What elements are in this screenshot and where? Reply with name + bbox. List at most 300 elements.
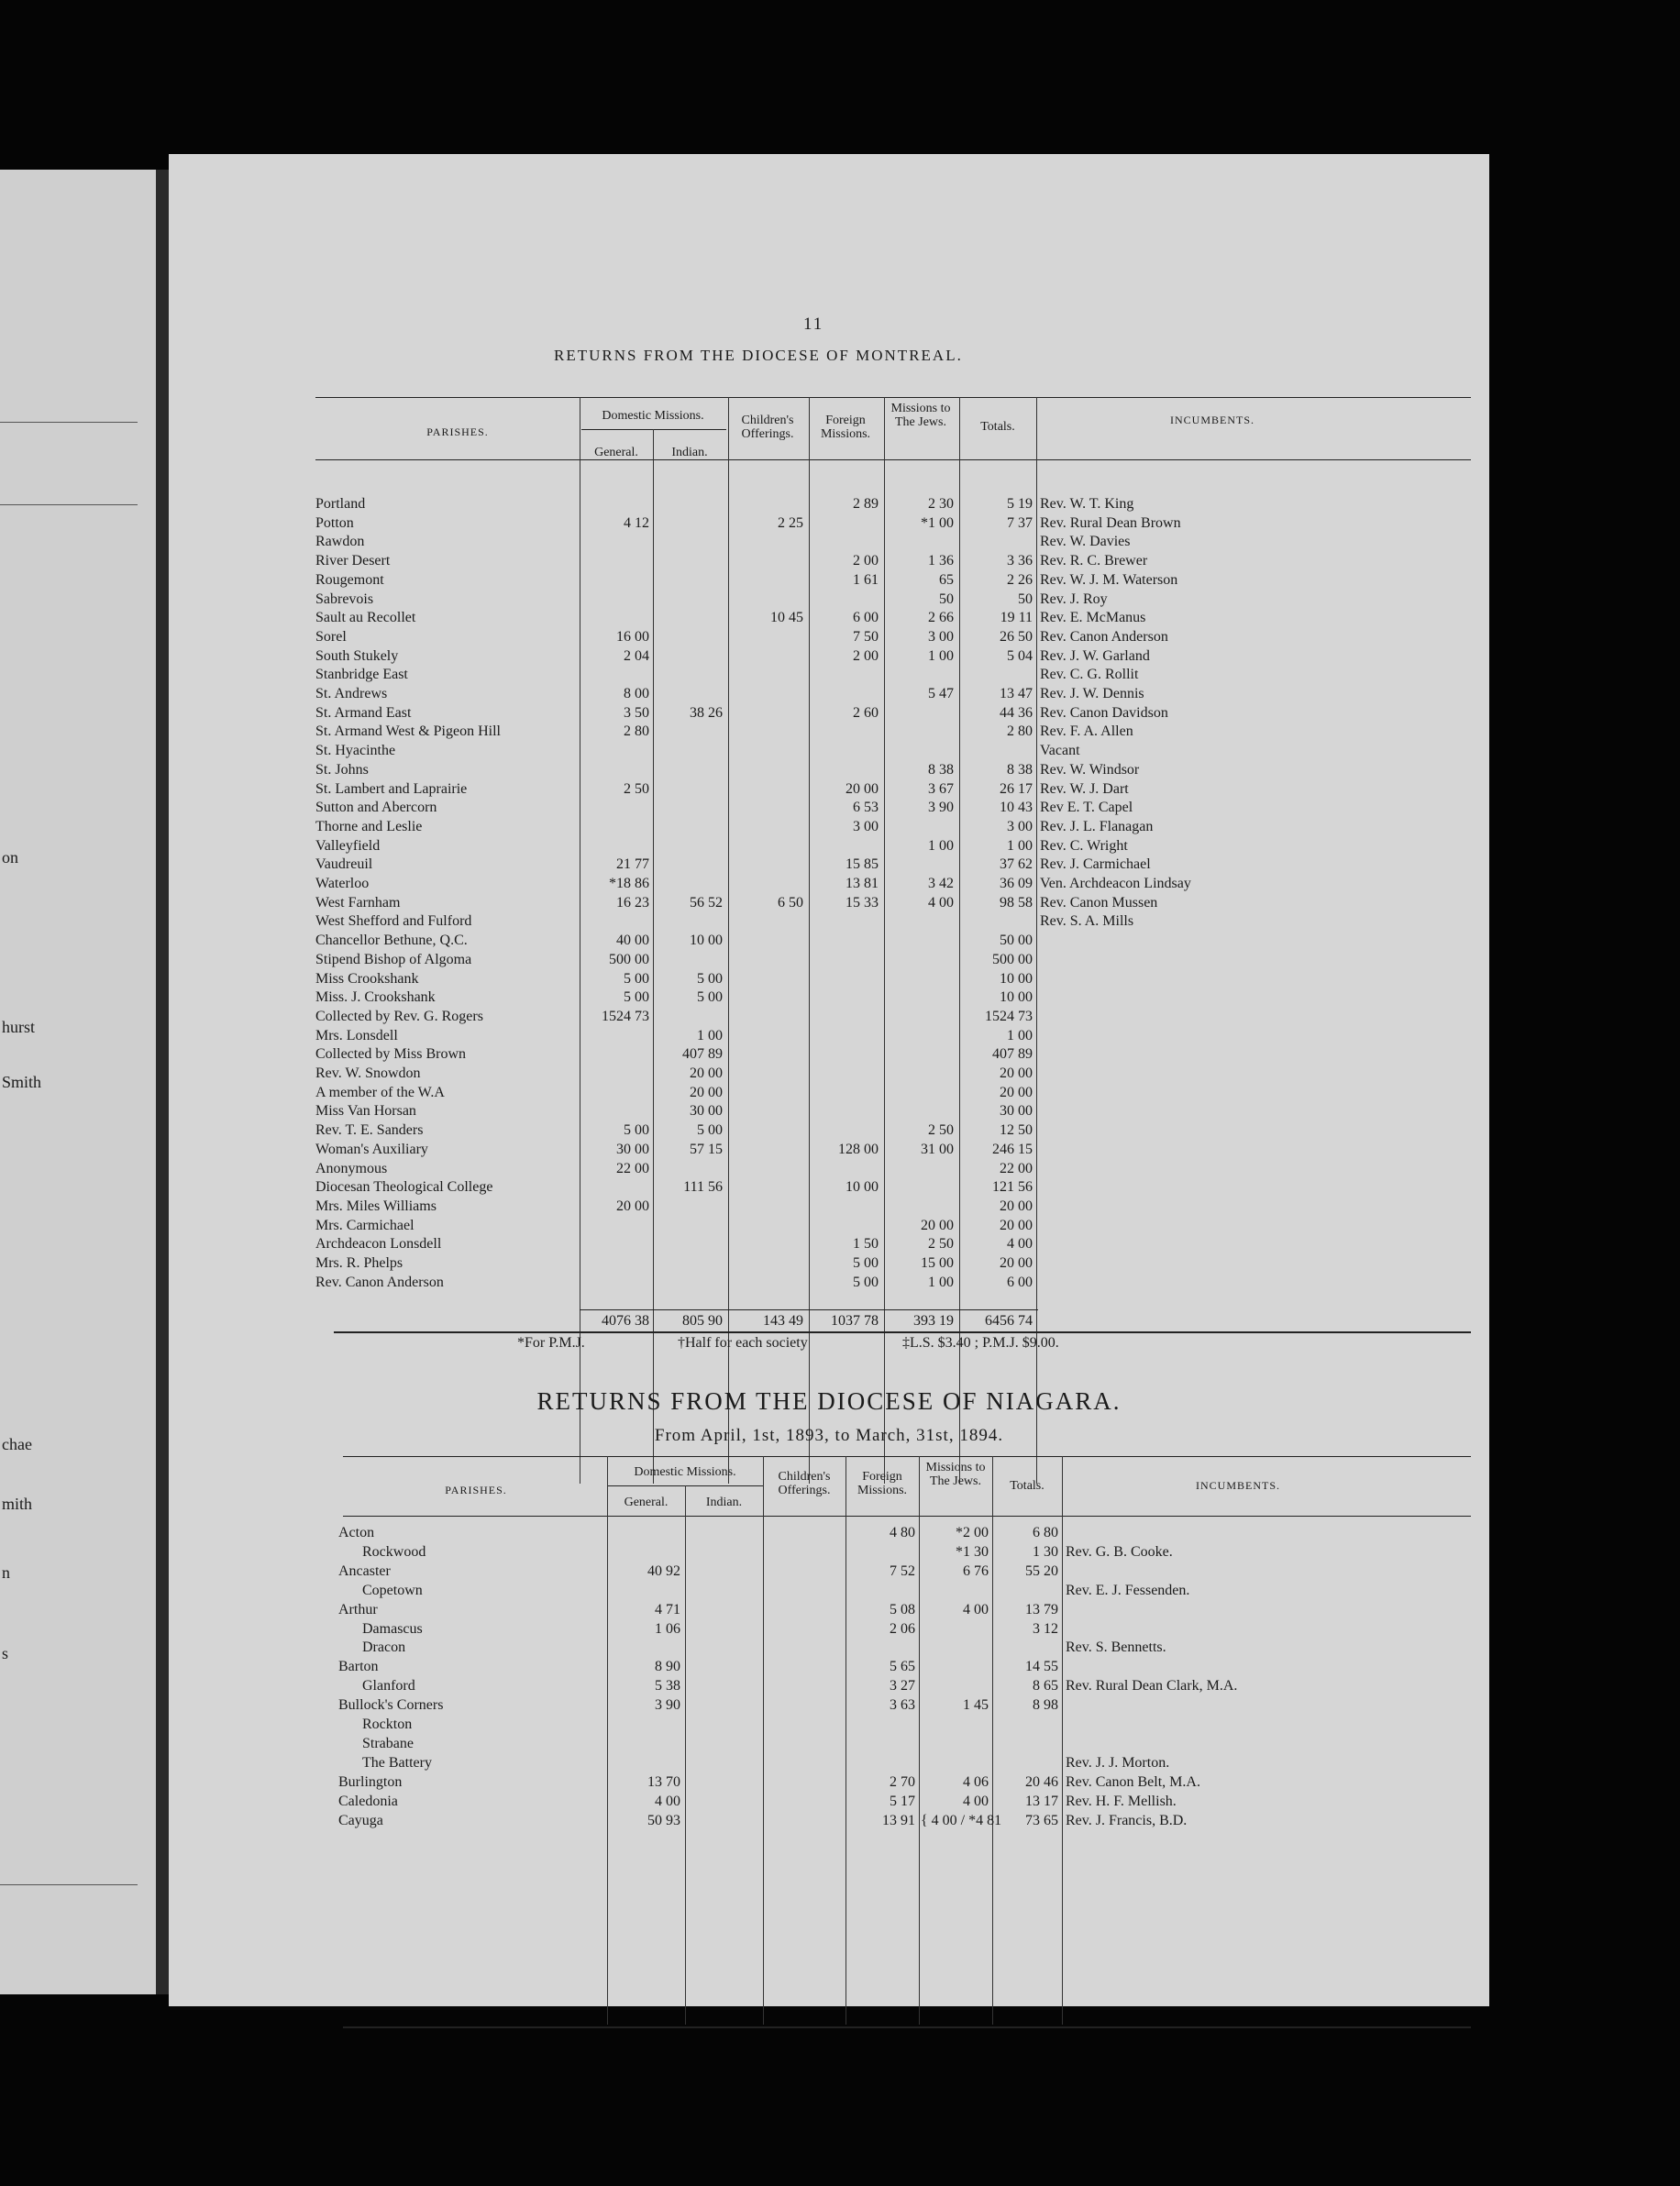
table-row xyxy=(169,837,1489,856)
left-fragment-text: n xyxy=(2,1563,10,1582)
total-amount: 20 00 xyxy=(1000,1217,1033,1233)
page-number: 11 xyxy=(803,315,824,334)
jews-amount: 4 00 xyxy=(963,1793,989,1809)
parish-name: Rawdon xyxy=(315,534,365,550)
table-row xyxy=(169,685,1489,703)
foreign-amount: 5 00 xyxy=(853,1255,879,1271)
table-row xyxy=(169,951,1489,969)
parish-name: St. Hyacinthe xyxy=(315,743,396,759)
table-row xyxy=(169,1065,1489,1083)
general-amount: 4 12 xyxy=(624,514,649,531)
incumbent-name: Rev. J. W. Garland xyxy=(1040,647,1150,664)
foreign-amount: 2 00 xyxy=(853,647,879,664)
col-header-incumbents: INCUMBENTS. xyxy=(1195,1479,1280,1492)
incumbent-name: Rev. C. Wright xyxy=(1040,837,1128,854)
total-amount: 10 00 xyxy=(1000,970,1033,987)
parish-name: Sabrevois xyxy=(315,591,374,607)
total-general: 4076 38 xyxy=(602,1313,649,1329)
parish-name: Sorel xyxy=(315,628,347,645)
total-amount: 246 15 xyxy=(992,1141,1033,1157)
total-amount: 30 00 xyxy=(1000,1103,1033,1120)
general-amount: 13 70 xyxy=(647,1773,680,1790)
parish-name: Collected by Rev. G. Rogers xyxy=(315,1008,483,1024)
col-header-general: General. xyxy=(624,1496,669,1509)
jews-amount: 4 00 xyxy=(963,1601,989,1617)
total-amount: 7 37 xyxy=(1007,514,1033,531)
total-amount: 55 20 xyxy=(1025,1562,1058,1579)
footnote-ls: ‡L.S. $3.40 ; P.M.J. $9.00. xyxy=(902,1335,1059,1351)
general-amount: 4 00 xyxy=(655,1793,680,1809)
table-row xyxy=(169,666,1489,684)
incumbent-name: Vacant xyxy=(1040,743,1080,759)
table-row xyxy=(169,799,1489,817)
table-row xyxy=(169,1027,1489,1045)
parish-name: Arthur xyxy=(338,1601,378,1617)
foreign-amount: 7 52 xyxy=(890,1562,915,1579)
table-row xyxy=(169,1639,1489,1657)
table-row xyxy=(169,875,1489,893)
foreign-amount: 10 00 xyxy=(846,1179,879,1196)
jews-amount: 3 00 xyxy=(928,628,954,645)
parish-name: Vaudreuil xyxy=(315,856,373,873)
foreign-amount: 1 61 xyxy=(853,571,879,588)
general-amount: 3 50 xyxy=(624,704,649,721)
table-row xyxy=(169,780,1489,799)
table-row xyxy=(169,1620,1489,1639)
parish-name: The Battery xyxy=(362,1754,432,1771)
general-amount: 21 77 xyxy=(616,856,649,873)
foreign-amount: 3 63 xyxy=(890,1697,915,1714)
foreign-amount: 15 85 xyxy=(846,856,879,873)
table-row xyxy=(169,1773,1489,1792)
parish-name: West Farnham xyxy=(315,894,401,911)
total-amount: 8 38 xyxy=(1007,761,1033,778)
foreign-amount: 5 00 xyxy=(853,1274,879,1290)
table-row xyxy=(169,609,1489,627)
table-row xyxy=(169,1235,1489,1253)
jews-amount: 1 00 xyxy=(928,837,954,854)
col-header-totals: Totals. xyxy=(1010,1479,1044,1493)
incumbent-name: Rev. G. B. Cooke. xyxy=(1066,1543,1173,1560)
col-header-domestic: Domestic Missions. xyxy=(602,409,704,423)
parish-name: St. Johns xyxy=(315,761,369,778)
general-amount: 8 90 xyxy=(655,1659,680,1675)
total-amount: 6 80 xyxy=(1033,1525,1058,1540)
parish-name: Dracon xyxy=(362,1640,406,1656)
montreal-totals-row xyxy=(169,1313,1489,1331)
children-amount: 2 25 xyxy=(778,514,803,531)
total-amount: 10 43 xyxy=(1000,800,1033,816)
table-row xyxy=(169,1812,1489,1830)
parish-name: Bullock's Corners xyxy=(338,1697,444,1714)
incumbent-name: Rev. W. J. M. Waterson xyxy=(1040,571,1178,588)
col-header-indian: Indian. xyxy=(671,446,708,459)
table-row xyxy=(169,988,1489,1007)
total-amount: 3 12 xyxy=(1033,1620,1058,1637)
foreign-amount: 128 00 xyxy=(838,1141,879,1157)
general-amount: 40 92 xyxy=(647,1562,680,1579)
table-row xyxy=(169,1543,1489,1562)
incumbent-name: Rev. Canon Mussen xyxy=(1040,894,1158,911)
total-amount: 73 65 xyxy=(1025,1812,1058,1828)
incumbent-name: Rev. Canon Anderson xyxy=(1040,628,1168,645)
table-row xyxy=(169,1274,1489,1292)
foreign-amount: 2 60 xyxy=(853,704,879,721)
general-amount: 1524 73 xyxy=(602,1008,649,1024)
parish-name: Diocesan Theological College xyxy=(315,1179,493,1196)
parish-name: Acton xyxy=(338,1525,375,1540)
incumbent-name: Rev. F. A. Allen xyxy=(1040,723,1133,740)
total-amount: 1524 73 xyxy=(985,1008,1033,1024)
children-amount: 6 50 xyxy=(778,894,803,911)
table-row xyxy=(169,514,1489,533)
jews-amount: 3 90 xyxy=(928,800,954,816)
jews-amount: 1 00 xyxy=(928,1274,954,1290)
table-row xyxy=(169,818,1489,836)
total-amount: 44 36 xyxy=(1000,704,1033,721)
general-amount: 500 00 xyxy=(609,951,649,967)
table-row xyxy=(169,1008,1489,1026)
incumbent-name: Rev. W. T. King xyxy=(1040,496,1134,512)
indian-amount: 57 15 xyxy=(690,1141,723,1157)
parish-name: Mrs. Lonsdell xyxy=(315,1027,398,1043)
parish-name: Rockwood xyxy=(362,1543,426,1560)
indian-amount: 20 00 xyxy=(690,1065,723,1081)
incumbent-name: Rev. E. McManus xyxy=(1040,610,1146,626)
foreign-amount: 15 33 xyxy=(846,894,879,911)
table-row xyxy=(169,1793,1489,1811)
indian-amount: 38 26 xyxy=(690,704,723,721)
incumbent-name: Rev. W. Windsor xyxy=(1040,761,1140,778)
indian-amount: 407 89 xyxy=(682,1046,723,1063)
jews-amount: *1 00 xyxy=(921,514,954,531)
table-row xyxy=(169,1102,1489,1121)
indian-amount: 5 00 xyxy=(697,1122,723,1139)
parish-name: South Stukely xyxy=(315,647,399,664)
left-page-rule xyxy=(0,504,138,505)
foreign-amount: 2 70 xyxy=(890,1773,915,1790)
total-amount: 121 56 xyxy=(992,1179,1033,1196)
jews-amount: 3 42 xyxy=(928,876,954,891)
parish-name: St. Lambert and Laprairie xyxy=(315,780,468,797)
total-amount: 50 xyxy=(1018,591,1033,607)
table-row xyxy=(169,1562,1489,1581)
foreign-amount: 13 91 xyxy=(882,1812,915,1828)
total-amount: 13 47 xyxy=(1000,686,1033,701)
total-amount: 13 17 xyxy=(1025,1793,1058,1809)
table-rule xyxy=(315,397,1471,398)
table-row xyxy=(169,495,1489,513)
left-page-fragment xyxy=(0,170,163,1994)
foreign-amount: 1 50 xyxy=(853,1236,879,1253)
incumbent-name: Rev. H. F. Mellish. xyxy=(1066,1793,1177,1809)
total-amount: 407 89 xyxy=(992,1046,1033,1063)
incumbent-name: Rev. S. A. Mills xyxy=(1040,913,1134,930)
indian-amount: 56 52 xyxy=(690,894,723,911)
foreign-amount: 2 06 xyxy=(890,1620,915,1637)
jews-amount: 3 67 xyxy=(928,780,954,797)
niagara-subtitle: From April, 1st, 1893, to March, 31st, 1894. xyxy=(654,1426,1004,1445)
left-fragment-text: hurst xyxy=(2,1018,35,1036)
incumbent-name: Rev. W. J. Dart xyxy=(1040,780,1129,797)
total-amount: 26 17 xyxy=(1000,780,1033,797)
table-row xyxy=(169,591,1489,609)
children-amount: 10 45 xyxy=(770,610,803,626)
total-amount: 20 00 xyxy=(1000,1084,1033,1100)
jews-amount: *1 30 xyxy=(956,1543,989,1560)
jews-amount: 65 xyxy=(939,571,954,588)
table-rule xyxy=(343,1516,1471,1517)
total-amount: 36 09 xyxy=(1000,876,1033,891)
parish-name: Miss Crookshank xyxy=(315,970,419,987)
parish-name: St. Armand East xyxy=(315,704,412,721)
left-fragment-text: mith xyxy=(2,1495,33,1513)
parish-name: Archdeacon Lonsdell xyxy=(315,1236,442,1253)
parish-name: Rev. W. Snowdon xyxy=(315,1065,421,1081)
total-amount: 5 04 xyxy=(1007,647,1033,664)
col-header-general: General. xyxy=(594,446,638,459)
parish-name: St. Armand West & Pigeon Hill xyxy=(315,723,501,740)
jews-amount: 5 47 xyxy=(928,686,954,701)
general-amount: 50 93 xyxy=(647,1812,680,1828)
total-amount: 13 79 xyxy=(1025,1601,1058,1617)
incumbent-name: Rev. E. J. Fessenden. xyxy=(1066,1582,1190,1598)
parish-name: Collected by Miss Brown xyxy=(315,1046,466,1063)
parish-name: Sault au Recollet xyxy=(315,610,416,626)
indian-amount: 10 00 xyxy=(690,933,723,949)
general-amount: 40 00 xyxy=(616,933,649,949)
total-amount: 19 11 xyxy=(1000,610,1033,626)
table-row xyxy=(169,932,1489,950)
col-header-totals: Totals. xyxy=(980,420,1015,434)
jews-amount: 15 00 xyxy=(921,1255,954,1271)
footnote-pmj: *For P.M.J. xyxy=(517,1335,585,1351)
total-amount: 12 50 xyxy=(1000,1122,1033,1139)
total-amount: 8 98 xyxy=(1033,1697,1058,1714)
foreign-amount: 2 89 xyxy=(853,496,879,512)
jews-amount: 31 00 xyxy=(921,1141,954,1157)
jews-amount: 1 36 xyxy=(928,553,954,569)
col-header-parishes: PARISHES. xyxy=(426,425,489,438)
footnote-half: †Half for each society xyxy=(678,1335,808,1351)
general-amount: 8 00 xyxy=(624,686,649,701)
col-header-indian: Indian. xyxy=(705,1496,743,1509)
total-amount: 2 26 xyxy=(1007,571,1033,588)
col-header-jews: Missions to The Jews. xyxy=(925,1461,986,1488)
total-grand: 6456 74 xyxy=(985,1313,1033,1329)
parish-name: Rev. Canon Anderson xyxy=(315,1274,444,1290)
left-fragment-text: Smith xyxy=(2,1073,42,1091)
general-amount: 5 00 xyxy=(624,970,649,987)
general-amount: 2 50 xyxy=(624,780,649,797)
table-row xyxy=(169,1121,1489,1140)
table-row xyxy=(169,647,1489,666)
jews-amount: 2 50 xyxy=(928,1236,954,1253)
col-header-children: Children's Offerings. xyxy=(741,414,794,441)
table-row xyxy=(169,571,1489,590)
left-page-rule xyxy=(0,422,138,423)
general-amount: 16 00 xyxy=(616,628,649,645)
parish-name: Anonymous xyxy=(315,1160,388,1176)
table-rule xyxy=(343,1456,1471,1457)
foreign-amount: 3 00 xyxy=(853,818,879,834)
table-row xyxy=(169,1754,1489,1772)
left-fragment-text: s xyxy=(2,1644,9,1662)
jews-amount: 4 00 xyxy=(928,894,954,911)
book-spine xyxy=(156,170,169,1994)
parish-name: Rougemont xyxy=(315,571,384,588)
total-indian: 805 90 xyxy=(682,1313,723,1329)
jews-amount: 6 76 xyxy=(963,1562,989,1579)
parish-name: River Desert xyxy=(315,553,391,569)
total-amount: 1 00 xyxy=(1007,837,1033,854)
total-amount: 20 46 xyxy=(1025,1773,1058,1790)
total-amount: 20 00 xyxy=(1000,1065,1033,1081)
incumbent-name: Rev. Rural Dean Brown xyxy=(1040,514,1181,531)
general-amount: 20 00 xyxy=(616,1198,649,1214)
table-row xyxy=(169,1178,1489,1197)
parish-name: Barton xyxy=(338,1659,379,1675)
incumbent-name: Ven. Archdeacon Lindsay xyxy=(1040,876,1191,891)
parish-name: Damascus xyxy=(362,1620,423,1637)
foreign-amount: 6 53 xyxy=(853,800,879,816)
jews-amount: { 4 00 / *4 81 xyxy=(921,1812,1002,1828)
table-row xyxy=(169,704,1489,723)
col-header-foreign: Foreign Missions. xyxy=(820,414,871,441)
table-row xyxy=(169,1217,1489,1235)
col-header-jews: Missions to The Jews. xyxy=(890,402,951,429)
parish-name: Cayuga xyxy=(338,1812,383,1828)
table-row xyxy=(169,1696,1489,1715)
parish-name: Stanbridge East xyxy=(315,667,408,683)
total-jews: 393 19 xyxy=(913,1313,954,1329)
table-row xyxy=(169,761,1489,779)
general-amount: 1 06 xyxy=(655,1620,680,1637)
table-row xyxy=(169,723,1489,741)
table-row xyxy=(169,1601,1489,1619)
left-fragment-text: chae xyxy=(2,1435,32,1453)
total-amount: 37 62 xyxy=(1000,856,1033,873)
incumbent-name: Rev. C. G. Rollit xyxy=(1040,667,1139,683)
foreign-amount: 5 08 xyxy=(890,1601,915,1617)
table-row xyxy=(169,1045,1489,1064)
general-amount: 5 38 xyxy=(655,1678,680,1695)
jews-amount: 20 00 xyxy=(921,1217,954,1233)
total-children: 143 49 xyxy=(763,1313,803,1329)
col-header-children: Children's Offerings. xyxy=(778,1470,831,1497)
parish-name: St. Andrews xyxy=(315,686,388,701)
total-amount: 500 00 xyxy=(992,951,1033,967)
table-row xyxy=(169,970,1489,988)
indian-amount: 5 00 xyxy=(697,970,723,987)
general-amount: 30 00 xyxy=(616,1141,649,1157)
table-row xyxy=(169,894,1489,912)
parish-name: Glanford xyxy=(362,1678,415,1695)
document-page xyxy=(169,154,1489,2006)
table-row xyxy=(169,856,1489,874)
table-rule xyxy=(580,1309,1038,1310)
foreign-amount: 6 00 xyxy=(853,610,879,626)
montreal-title: RETURNS FROM THE DIOCESE OF MONTREAL. xyxy=(554,347,963,364)
table-row xyxy=(169,552,1489,570)
total-amount: 10 00 xyxy=(1000,989,1033,1006)
parish-name: A member of the W.A xyxy=(315,1084,445,1100)
foreign-amount: 5 17 xyxy=(890,1793,915,1809)
incumbent-name: Rev. W. Davies xyxy=(1040,534,1131,550)
parish-name: Burlington xyxy=(338,1773,403,1790)
total-amount: 20 00 xyxy=(1000,1255,1033,1271)
jews-amount: 2 30 xyxy=(928,496,954,512)
parish-name: Woman's Auxiliary xyxy=(315,1141,428,1157)
table-row xyxy=(169,1677,1489,1695)
jews-amount: 1 45 xyxy=(963,1697,989,1714)
col-header-domestic: Domestic Missions. xyxy=(634,1465,736,1479)
parish-name: West Shefford and Fulford xyxy=(315,913,472,930)
parish-name: Mrs. Carmichael xyxy=(315,1217,414,1233)
incumbent-name: Rev. J. J. Morton. xyxy=(1066,1754,1170,1771)
incumbent-name: Rev. J. Carmichael xyxy=(1040,856,1151,873)
total-amount: 6 00 xyxy=(1007,1274,1033,1290)
general-amount: 5 00 xyxy=(624,1122,649,1139)
foreign-amount: 20 00 xyxy=(846,780,879,797)
general-amount: 2 80 xyxy=(624,723,649,740)
table-row xyxy=(169,628,1489,646)
foreign-amount: 7 50 xyxy=(853,628,879,645)
general-amount: 3 90 xyxy=(655,1697,680,1714)
incumbent-name: Rev. S. Bennetts. xyxy=(1066,1640,1166,1656)
jews-amount: 1 00 xyxy=(928,647,954,664)
incumbent-name: Rev. J. Francis, B.D. xyxy=(1066,1812,1188,1828)
indian-amount: 20 00 xyxy=(690,1084,723,1100)
indian-amount: 5 00 xyxy=(697,989,723,1006)
total-amount: 26 50 xyxy=(1000,628,1033,645)
table-row xyxy=(169,1254,1489,1273)
parish-name: Thorne and Leslie xyxy=(315,818,423,834)
incumbent-name: Rev E. T. Capel xyxy=(1040,800,1133,816)
total-amount: 20 00 xyxy=(1000,1198,1033,1214)
total-amount: 22 00 xyxy=(1000,1160,1033,1176)
general-amount: 5 00 xyxy=(624,989,649,1006)
parish-name: Mrs. Miles Williams xyxy=(315,1198,437,1214)
parish-name: Waterloo xyxy=(315,876,370,891)
total-amount: 14 55 xyxy=(1025,1659,1058,1675)
incumbent-name: Rev. Rural Dean Clark, M.A. xyxy=(1066,1678,1238,1695)
incumbent-name: Rev. R. C. Brewer xyxy=(1040,553,1148,569)
total-amount: 3 36 xyxy=(1007,553,1033,569)
total-amount: 2 80 xyxy=(1007,723,1033,740)
parish-name: Sutton and Abercorn xyxy=(315,800,437,816)
parish-name: Miss Van Horsan xyxy=(315,1103,416,1120)
total-amount: 8 65 xyxy=(1033,1678,1058,1695)
table-row xyxy=(169,742,1489,760)
general-amount: *18 86 xyxy=(609,876,649,891)
table-row xyxy=(169,1524,1489,1542)
general-amount: 16 23 xyxy=(616,894,649,911)
incumbent-name: Rev. J. Roy xyxy=(1040,591,1108,607)
left-page-rule xyxy=(0,1884,138,1885)
incumbent-name: Rev. J. W. Dennis xyxy=(1040,686,1144,701)
parish-name: Strabane xyxy=(362,1735,414,1751)
table-row xyxy=(169,1084,1489,1102)
parish-name: Rev. T. E. Sanders xyxy=(315,1122,424,1139)
jews-amount: *2 00 xyxy=(956,1525,989,1540)
jews-amount: 2 50 xyxy=(928,1122,954,1139)
total-amount: 1 00 xyxy=(1007,1027,1033,1043)
parish-name: Portland xyxy=(315,496,366,512)
table-rule xyxy=(581,429,726,430)
incumbent-name: Rev. Canon Belt, M.A. xyxy=(1066,1773,1200,1790)
incumbent-name: Rev. Canon Davidson xyxy=(1040,704,1168,721)
